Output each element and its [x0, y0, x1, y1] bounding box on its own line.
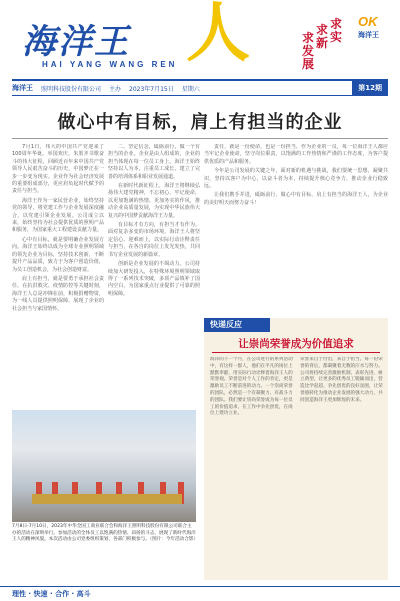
company-short: 海洋王 — [12, 84, 33, 92]
paragraph: 让我们携手并进，砥砺前行，做心中有目标、肩上有担当的海洋王人，为企业的美好明天而努力奋斗！ — [204, 192, 388, 206]
issue-number: 第12期 — [352, 81, 388, 95]
editor-label: 主办 — [109, 85, 122, 93]
paragraph: 责任，就是一份使命，也是一份担当。作为企业的一员，每一位海洋王人都应当牢记企业使命，坚守岗位职责，以饱满的工作热情和严谨的工作态度，为客户提供优质的产品和服务。 — [204, 144, 388, 165]
paragraph: 在新时代新征程上，海洋王将继续弘扬伟大建党精神，不忘初心、牢记使命，以更加饱满的热情、更加务实的作风，推动企业高质量发展，为实现中华民族伟大复兴的中国梦贡献海洋王力量。 — [108, 183, 200, 219]
article-column-2 — [108, 144, 200, 406]
ok-logo: OK — [358, 14, 378, 29]
paragraph: 今年是公司发展的关键之年，面对新的机遇与挑战，我们要统一思想、凝聚共识，坚持以客户为中心，以奋斗者为本，持续提升核心竞争力，推动企业行稳致远。 — [204, 168, 388, 190]
paragraph: 二、坚定信念，砥砺前行，做一个有担当的企业。企业是由人组成的，企业的担当体现在每一位员工身上。海洋王始终坚持以人为本，注重员工成长，建立了完善的培训体系和职业发展通道。 — [108, 144, 200, 180]
slogan-3: 求发展 — [302, 31, 315, 71]
paragraph: 有目标才有方向，有担当才有作为。面对复杂多变的市场环境，海洋王人将坚定信心、迎难而上，以实际行动诠释责任与担当，在各自的岗位上发光发热，共同书写企业发展的新篇章。 — [108, 222, 200, 258]
masthead-ren-logo: 人 — [186, 0, 250, 71]
masthead-title: 海洋王 — [22, 22, 130, 62]
page-footer: 理性 · 快速 · 合作 · 高斗 — [0, 586, 400, 601]
masthead-pinyin: HAI YANG WANG REN — [42, 60, 178, 69]
paragraph: 心中有目标，就是要明确企业发展方向。海洋王始终以成为全球专业照明领域的领先企业为目标，坚持技术创新，不断提升产品品质，致力于为客户创造价值，为员工创造机会，为社会创造财富。 — [12, 236, 104, 273]
paragraph: 肩上有担当，就是要勇于承担社会责任。在抗洪救灾、疫情防控等关键时刻，海洋王人总是冲锋在前，积极捐赠物资，为一线人员提供照明保障，展现了企业的社会担当与家国情怀。 — [12, 275, 104, 312]
company-full: 照明科技股份有限公司 — [41, 85, 102, 93]
info-bar — [12, 79, 388, 96]
feature-column-2: 荣誉来自于付出，来自于担当。每一份荣誉的背后，都凝聚着无数的汗水与努力。公司将持续完善激励机制，表彰先进、树立典型，让更多的优秀员工脱颖而出，营造比学赶超、争先创优的良好氛围，让荣誉感转化为推动企业发展的强大动力，共同创造海洋王更加辉煌的未来。 — [300, 357, 383, 403]
issue-weekday: 星期六 — [181, 85, 200, 93]
paragraph: 创新是企业发展的不竭动力。公司持续加大研发投入，在特殊环境照明领域取得了一系列技术突破，多项产品填补了国内空白，为国家重点行业提供了可靠的照明保障。 — [108, 261, 200, 297]
article-column-3 — [204, 144, 388, 312]
paragraph: 海洋王作为一家民营企业，始终坚持党的领导，将党建工作与企业发展深度融合，以党建引领企业发展。公司成立以来，始终坚持为社会提供优质的照明产品和服务，为国家重大工程建设贡献力量。 — [12, 197, 104, 234]
feature-column-1: 海洋的下一个月，在公司进行的系列活动中，有这样一群人，他们在平凡的岗位上默默奉献，用实际行动诠释着海洋王人的荣誉观。荣誉是对个人工作的肯定，更是激励员工不断前进的动力。一个崇尚荣誉的团队，必然是一个有凝聚力、有战斗力的团队。我们要让崇尚荣誉成为每一位员工的价值追求，在工作中争先创优，在岗位上建功立业。 — [210, 357, 293, 417]
article-column-1 — [12, 144, 104, 406]
slogan-1: 求实 — [330, 17, 343, 44]
issue-date: 2023年7月15日 — [129, 85, 174, 93]
headline-divider — [12, 138, 388, 139]
slogan-2: 求新 — [316, 23, 329, 50]
feature-section-label: 快递反应 — [204, 318, 270, 332]
photo-caption: 7月8日-7月10日，2023年中华全国工商业联合会和海洋王照明科技股份有限公司联合主办的活动在深圳举行。参加活动的全体员工以饱满的热情、昂扬的斗志，展现了新时代海洋王人的精神风貌。本次活动由公司党委组织策划，各部门积极参与。（图片：今年活动合影） — [12, 524, 199, 543]
ok-logo-sub: 海洋王 — [358, 31, 379, 39]
event-photo — [12, 410, 196, 522]
main-headline: 做心中有目标，肩上有担当的企业 — [57, 112, 343, 133]
feature-title: 让崇尚荣誉成为价值追求 — [238, 338, 354, 350]
stage-banner — [32, 494, 182, 504]
feature-divider — [212, 352, 380, 353]
paragraph: 7月1日，伟大的中国共产党迎来了100周年华诞。举国欢庆，朱墨齐书歌奋斗的伟大征程，回顾近百年来中国共产党领导人民艰苦奋斗的历史，中国梦正在一步一步变为现实。企业作为社会经济发展的重要组成部分，更应肩负起时代赋予的责任与担当。 — [12, 144, 104, 195]
